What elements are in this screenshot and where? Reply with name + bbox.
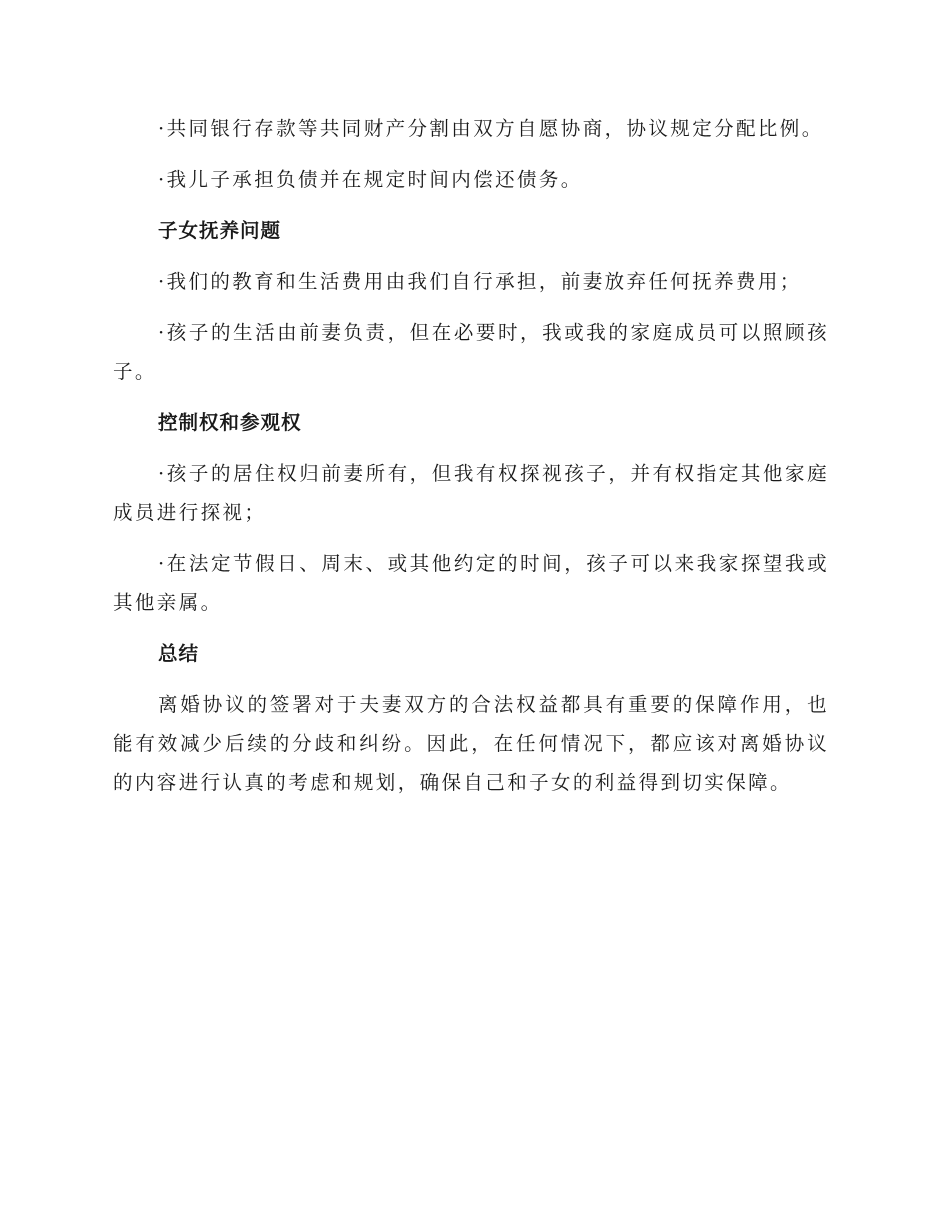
summary-heading: 总结: [158, 642, 200, 665]
child-support-heading: 子女抚养问题: [158, 219, 282, 242]
custody-item: ·孩子的居住权归前妻所有，但我有权探视孩子，并有权指定其他家庭成员进行探视；: [113, 462, 829, 524]
custody-visitation-heading: 控制权和参观权: [158, 411, 302, 434]
debt-repayment-item: ·我儿子承担负债并在规定时间内偿还债务。: [158, 168, 583, 191]
child-support-expense-item: ·我们的教育和生活费用由我们自行承担，前妻放弃任何抚养费用；: [158, 270, 802, 293]
child-care-item: ·孩子的生活由前妻负责，但在必要时，我或我的家庭成员可以照顾孩子。: [113, 321, 829, 383]
visitation-item: ·在法定节假日、周末、或其他约定的时间，孩子可以来我家探望我或其他亲属。: [113, 552, 829, 614]
summary-paragraph: 离婚协议的签署对于夫妻双方的合法权益都具有重要的保障作用，也能有效减少后续的分歧和纠纷。因此，在任何情况下，都应该对离婚协议的内容进行认真的考虑和规划，确保自己和子女的利益得到切实保障。: [113, 693, 829, 794]
property-division-item: ·共同银行存款等共同财产分割由双方自愿协商，协议规定分配比例。: [158, 117, 824, 140]
document-body: [113, 109, 829, 814]
